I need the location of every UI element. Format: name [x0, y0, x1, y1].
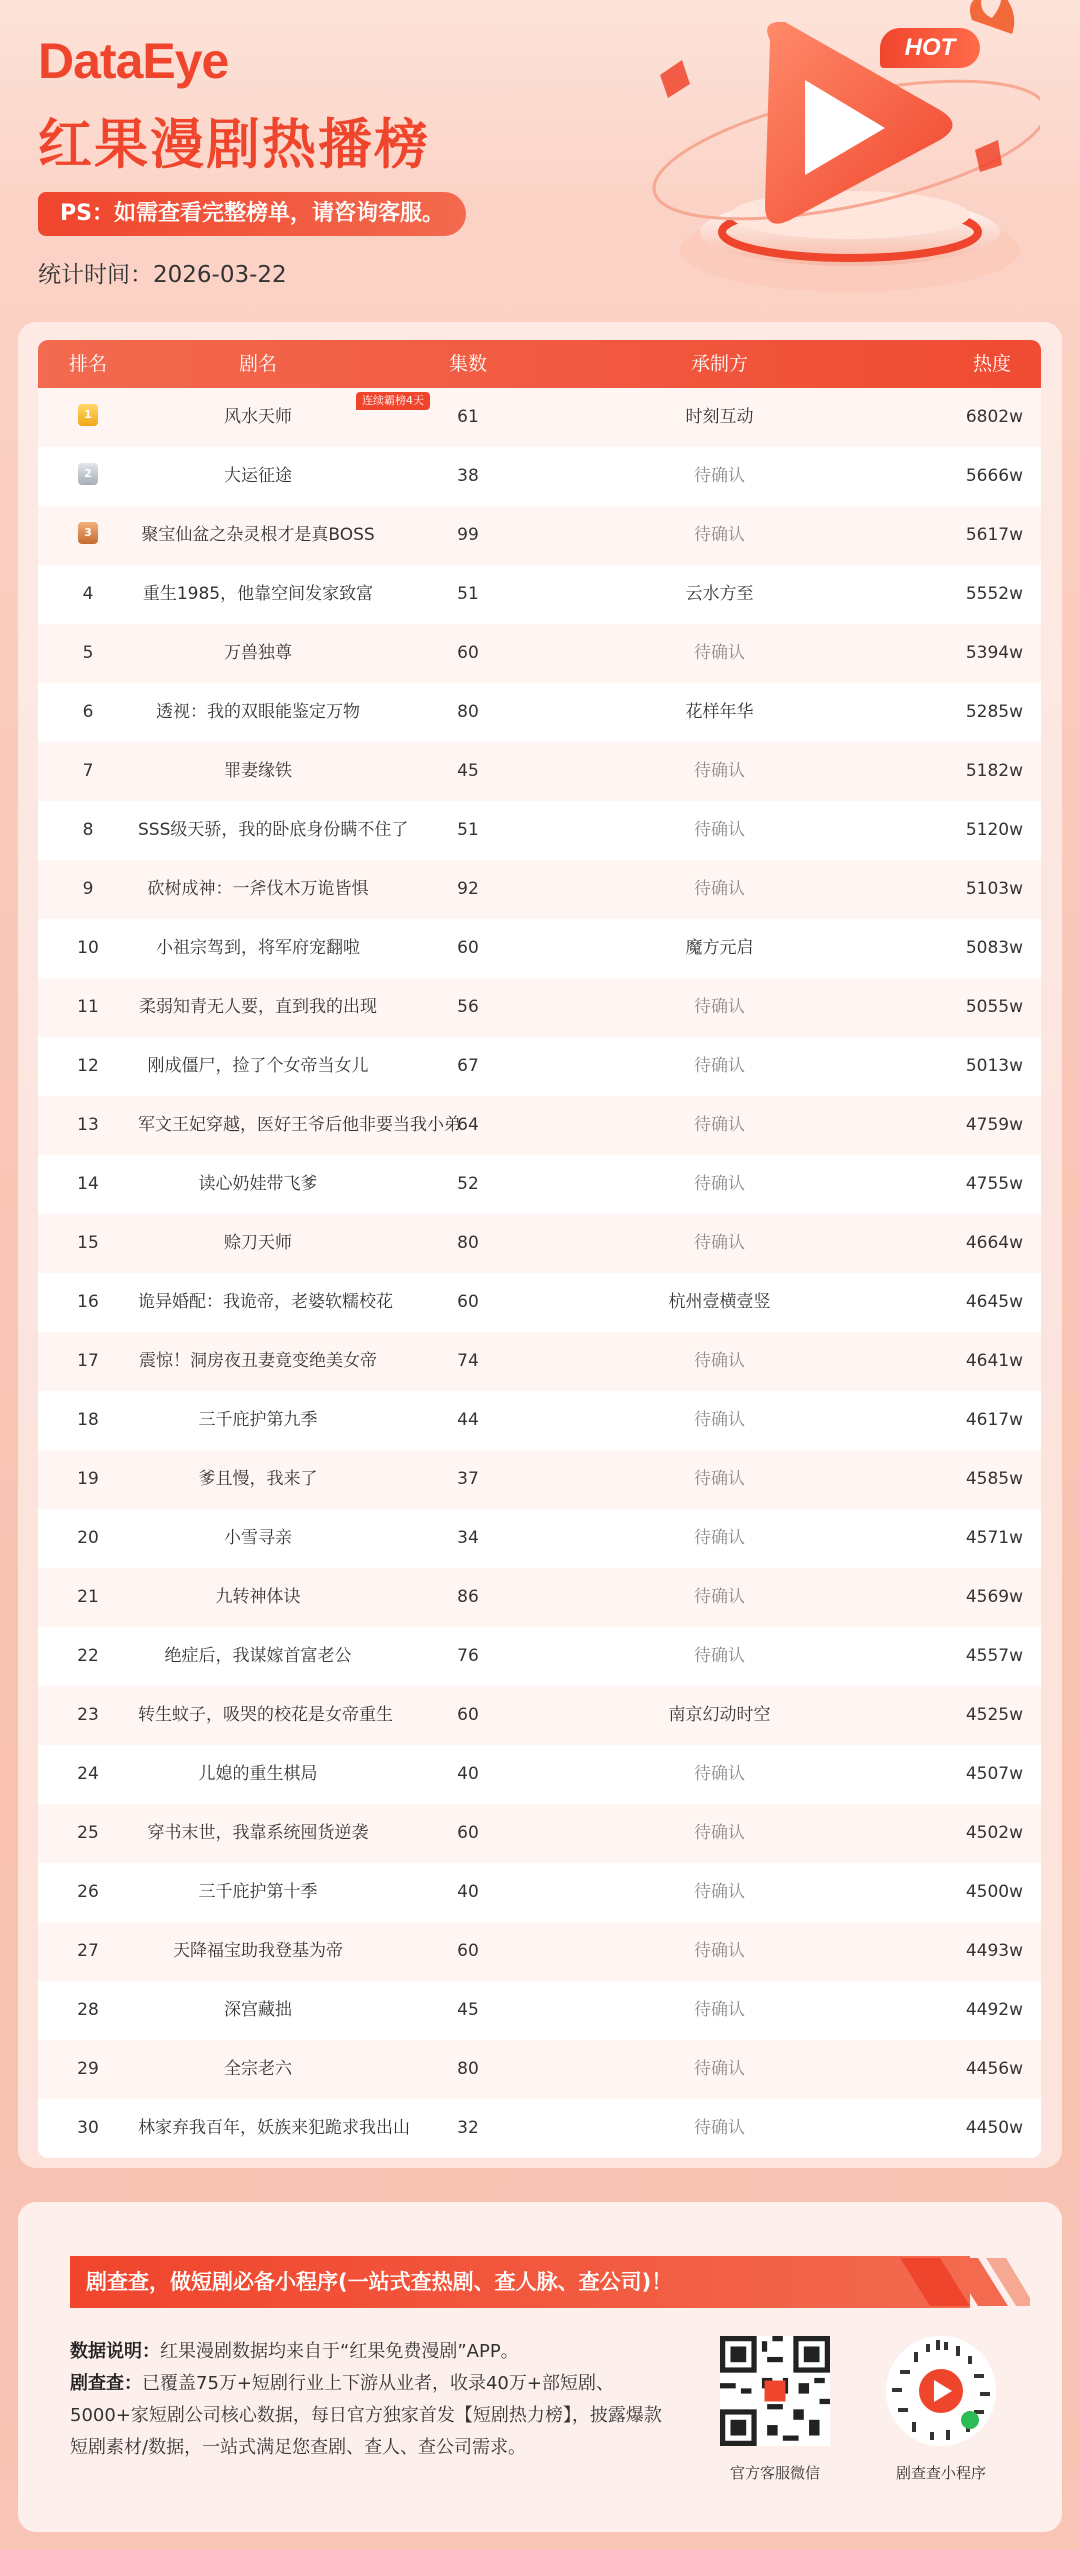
- episodes-cell: 61: [457, 407, 479, 427]
- heat-cell: 5120w: [965, 820, 1023, 840]
- table-row[interactable]: [38, 1037, 1041, 1096]
- producer-cell: 待确认: [694, 1469, 745, 1489]
- producer-cell: 待确认: [694, 1587, 745, 1607]
- table-row[interactable]: [38, 1568, 1041, 1627]
- title-cell: [138, 1096, 461, 1155]
- col-episodes: 集数: [448, 353, 487, 375]
- rank-cell: 23: [77, 1705, 99, 1725]
- producer-cell: 魔方元启: [685, 938, 754, 958]
- table-row[interactable]: [38, 1509, 1041, 1568]
- title-cell: [138, 1509, 378, 1568]
- rank-cell: 6: [82, 702, 94, 722]
- table-row[interactable]: [38, 742, 1041, 801]
- jcc-note-text: 已覆盖75万+短剧行业上下游从业者，收录40万+部短剧、5000+家短剧公司核心数据，每日官方独家首发【短剧热力榜】，披露爆款短剧素材/数据，一站式满足您查剧、查人、查公司需求。: [70, 2373, 662, 2458]
- table-row[interactable]: [38, 1214, 1041, 1273]
- title-cell: [138, 2040, 378, 2099]
- table-row[interactable]: [38, 1273, 1041, 1332]
- producer-cell: 待确认: [694, 2059, 745, 2079]
- episodes-cell: 51: [457, 584, 479, 604]
- producer-cell: 时刻互动: [685, 407, 754, 427]
- medal-icon: 3: [78, 522, 98, 544]
- title-text: SSS级天骄，我的卧底身份瞒不住了: [138, 820, 409, 840]
- title-cell: [138, 1745, 378, 1804]
- table-row[interactable]: [38, 506, 1041, 565]
- rank-cell: 12: [77, 1056, 99, 1076]
- episodes-cell: 80: [457, 2059, 479, 2079]
- table-row[interactable]: [38, 1332, 1041, 1391]
- episodes-cell: 34: [457, 1528, 479, 1548]
- title-cell: [138, 388, 378, 447]
- episodes-cell: 40: [457, 1764, 479, 1784]
- title-text: 军文王妃穿越，医好王爷后他非要当我小弟: [138, 1115, 461, 1135]
- rank-cell: 16: [77, 1292, 99, 1312]
- title-cell: [138, 1273, 393, 1332]
- title-text: 天降福宝助我登基为帝: [173, 1941, 343, 1961]
- producer-cell: 待确认: [694, 997, 745, 1017]
- heat-cell: 4450w: [965, 2118, 1023, 2138]
- rank-cell: 24: [77, 1764, 99, 1784]
- episodes-cell: 80: [457, 702, 479, 722]
- rank-cell: [38, 388, 138, 447]
- producer-cell: 待确认: [694, 1882, 745, 1902]
- mini-program-qr-label: 剧查查小程序: [895, 2464, 986, 2482]
- heat-cell: 5055w: [965, 997, 1023, 1017]
- episodes-cell: 44: [457, 1410, 479, 1430]
- jcc-note-label: 剧查查：: [70, 2373, 142, 2394]
- title-text: 大运征途: [224, 466, 292, 486]
- producer-cell: 花样年华: [685, 702, 754, 722]
- rank-cell: 15: [77, 1233, 99, 1253]
- rank-cell: 25: [77, 1823, 99, 1843]
- episodes-cell: 80: [457, 1233, 479, 1253]
- producer-cell: 待确认: [694, 1174, 745, 1194]
- producer-cell: 云水方至: [685, 584, 754, 604]
- heat-cell: 5394w: [965, 643, 1023, 663]
- title-cell: [138, 1332, 378, 1391]
- episodes-cell: 60: [457, 643, 479, 663]
- episodes-cell: 60: [457, 1941, 479, 1961]
- table-row[interactable]: [38, 919, 1041, 978]
- title-cell: [138, 1922, 378, 1981]
- title-cell: [138, 506, 378, 565]
- rank-cell: 13: [77, 1115, 99, 1135]
- footer-info: [70, 2336, 670, 2464]
- episodes-cell: 38: [457, 466, 479, 486]
- page-header: [0, 0, 1080, 320]
- col-heat: 热度: [972, 353, 1011, 375]
- title-text: 小雪寻亲: [224, 1528, 292, 1548]
- heat-cell: 5666w: [965, 466, 1023, 486]
- producer-cell: 待确认: [694, 1823, 745, 1843]
- title-cell: [138, 1214, 378, 1273]
- rank-cell: 10: [77, 938, 99, 958]
- ranking-table: [38, 340, 1041, 2158]
- title-text: 九转神体诀: [215, 1587, 301, 1607]
- hot-badge: HOT: [880, 28, 980, 68]
- heat-cell: 4500w: [965, 1882, 1023, 1902]
- rank-cell: 22: [77, 1646, 99, 1666]
- title-cell: [138, 1686, 393, 1745]
- episodes-cell: 37: [457, 1469, 479, 1489]
- title-text: 聚宝仙盆之杂灵根才是真BOSS: [141, 525, 375, 545]
- heat-cell: 4492w: [965, 2000, 1023, 2020]
- data-note: [70, 2336, 670, 2368]
- producer-cell: 待确认: [694, 1941, 745, 1961]
- medal-icon: 2: [78, 463, 98, 485]
- table-row[interactable]: [38, 388, 1041, 447]
- title-text: 读心奶娃带飞爹: [198, 1174, 318, 1194]
- episodes-cell: 92: [457, 879, 479, 899]
- producer-cell: 南京幻动时空: [668, 1705, 771, 1725]
- rank-cell: 20: [77, 1528, 99, 1548]
- heat-cell: 4664w: [965, 1233, 1023, 1253]
- table-header: [38, 340, 1041, 388]
- heat-cell: 4502w: [965, 1823, 1023, 1843]
- col-producer: 承制方: [690, 353, 748, 375]
- heat-cell: 4641w: [965, 1351, 1023, 1371]
- data-note-text: 红果漫剧数据均来自于“红果免费漫剧”APP。: [160, 2341, 519, 2362]
- title-text: 三千庇护第十季: [198, 1882, 318, 1902]
- table-row[interactable]: [38, 2099, 1041, 2158]
- rank-cell: 27: [77, 1941, 99, 1961]
- rank-cell: 4: [82, 584, 94, 604]
- heat-cell: 4569w: [965, 1587, 1023, 1607]
- medal-icon: 1: [78, 404, 98, 426]
- title-text: 穿书末世，我靠系统囤货逆袭: [147, 1823, 369, 1843]
- episodes-cell: 60: [457, 938, 479, 958]
- heat-cell: 4571w: [965, 1528, 1023, 1548]
- title-cell: [138, 1863, 378, 1922]
- rank-cell: 28: [77, 2000, 99, 2020]
- table-body: [38, 388, 1041, 2158]
- producer-cell: 待确认: [694, 1764, 745, 1784]
- title-text: 重生1985，他靠空间发家致富: [142, 584, 374, 604]
- table-row[interactable]: [38, 1391, 1041, 1450]
- heat-cell: 5182w: [965, 761, 1023, 781]
- title-cell: [138, 742, 378, 801]
- title-cell: [138, 1568, 378, 1627]
- heat-cell: 5103w: [965, 879, 1023, 899]
- producer-cell: 待确认: [694, 1115, 745, 1135]
- title-cell: [138, 1627, 378, 1686]
- title-text: 小祖宗驾到，将军府宠翻啦: [156, 938, 360, 958]
- title-cell: [138, 624, 378, 683]
- wechat-qr-code-icon[interactable]: [720, 2336, 830, 2446]
- rank-cell: 5: [82, 643, 94, 663]
- rank-cell: 26: [77, 1882, 99, 1902]
- producer-cell: 待确认: [694, 1233, 745, 1253]
- title-text: 爹且慢，我来了: [198, 1469, 318, 1489]
- title-text: 透视：我的双眼能鉴定万物: [156, 702, 360, 722]
- heat-cell: 4493w: [965, 1941, 1023, 1961]
- table-row[interactable]: [38, 978, 1041, 1037]
- table-row[interactable]: [38, 1981, 1041, 2040]
- title-text: 柔弱知青无人要，直到我的出现: [139, 997, 377, 1017]
- table-row[interactable]: [38, 1804, 1041, 1863]
- title-text: 赊刀天师: [224, 1233, 292, 1253]
- episodes-cell: 60: [457, 1823, 479, 1843]
- producer-cell: 待确认: [694, 2118, 745, 2138]
- rank-cell: 21: [77, 1587, 99, 1607]
- jcc-banner[interactable]: 剧查查，做短剧必备小程序(一站式查热剧、查人脉、查公司)！: [70, 2256, 970, 2308]
- producer-cell: 待确认: [694, 1351, 745, 1371]
- heat-cell: 4617w: [965, 1410, 1023, 1430]
- episodes-cell: 60: [457, 1292, 479, 1312]
- page-title: 红果漫剧热播榜: [38, 113, 430, 176]
- title-cell: [138, 1391, 378, 1450]
- heat-cell: 5552w: [965, 584, 1023, 604]
- rank-cell: 18: [77, 1410, 99, 1430]
- table-row[interactable]: [38, 565, 1041, 624]
- producer-cell: 待确认: [694, 1528, 745, 1548]
- producer-cell: 待确认: [694, 466, 745, 486]
- title-cell: [138, 860, 378, 919]
- title-text: 风水天师: [224, 407, 292, 427]
- col-name: 剧名: [238, 353, 277, 375]
- episodes-cell: 60: [457, 1705, 479, 1725]
- stat-time-label: 统计时间：: [38, 262, 153, 288]
- title-text: 震惊！洞房夜丑妻竟变绝美女帝: [139, 1351, 377, 1371]
- jcc-note: [70, 2368, 670, 2464]
- title-cell: [138, 978, 378, 1037]
- heat-cell: 4525w: [965, 1705, 1023, 1725]
- rank-cell: 8: [82, 820, 94, 840]
- streak-badge: 连续霸榜4天: [356, 392, 430, 410]
- table-row[interactable]: [38, 1450, 1041, 1509]
- rank-cell: 29: [77, 2059, 99, 2079]
- producer-cell: 杭州壹横壹竖: [668, 1292, 771, 1312]
- producer-cell: 待确认: [694, 1056, 745, 1076]
- heat-cell: 4507w: [965, 1764, 1023, 1784]
- episodes-cell: 74: [457, 1351, 479, 1371]
- mini-program-code-icon[interactable]: [886, 2336, 996, 2446]
- rank-cell: 17: [77, 1351, 99, 1371]
- producer-cell: 待确认: [694, 643, 745, 663]
- producer-cell: 待确认: [694, 2000, 745, 2020]
- heat-cell: 5013w: [965, 1056, 1023, 1076]
- col-rank: 排名: [68, 353, 107, 375]
- rank-cell: 11: [77, 997, 99, 1017]
- heat-cell: 4755w: [965, 1174, 1023, 1194]
- title-cell: [138, 1037, 378, 1096]
- wechat-qr-label: 官方客服微信: [729, 2464, 820, 2482]
- title-cell: [138, 1450, 378, 1509]
- title-cell: [138, 1981, 378, 2040]
- title-text: 诡异婚配：我诡帝，老婆软糯校花: [138, 1292, 393, 1312]
- title-cell: [138, 447, 378, 506]
- table-row[interactable]: [38, 624, 1041, 683]
- ps-note: PS：如需查看完整榜单，请咨询客服。: [38, 192, 466, 236]
- table-row[interactable]: [38, 1627, 1041, 1686]
- title-text: 刚成僵尸，捡了个女帝当女儿: [147, 1056, 369, 1076]
- title-text: 全宗老六: [224, 2059, 292, 2079]
- episodes-cell: 56: [457, 997, 479, 1017]
- title-cell: [138, 2099, 410, 2158]
- heat-cell: 4456w: [965, 2059, 1023, 2079]
- title-text: 罪妻缘铁: [224, 761, 292, 781]
- producer-cell: 待确认: [694, 820, 745, 840]
- heat-cell: 4645w: [965, 1292, 1023, 1312]
- rank-cell: 14: [77, 1174, 99, 1194]
- dataeye-logo: DataEye: [38, 33, 229, 89]
- producer-cell: 待确认: [694, 761, 745, 781]
- table-row[interactable]: [38, 860, 1041, 919]
- episodes-cell: 45: [457, 761, 479, 781]
- heat-cell: 4557w: [965, 1646, 1023, 1666]
- episodes-cell: 40: [457, 1882, 479, 1902]
- rank-cell: 7: [82, 761, 94, 781]
- title-text: 绝症后，我谋嫁首富老公: [164, 1646, 352, 1666]
- heat-cell: 6802w: [965, 407, 1023, 427]
- episodes-cell: 67: [457, 1056, 479, 1076]
- rank-cell: 30: [77, 2118, 99, 2138]
- title-text: 儿媳的重生棋局: [198, 1764, 318, 1784]
- producer-cell: 待确认: [694, 1646, 745, 1666]
- episodes-cell: 52: [457, 1174, 479, 1194]
- table-row[interactable]: [38, 801, 1041, 860]
- heat-cell: 4585w: [965, 1469, 1023, 1489]
- rank-cell: [38, 447, 138, 506]
- banner-stripes-icon: [900, 2248, 1030, 2316]
- title-cell: [138, 1155, 378, 1214]
- stat-time-value: 2026-03-22: [153, 262, 287, 288]
- title-text: 转生蚊子，吸哭的校花是女帝重生: [138, 1705, 393, 1725]
- heat-cell: 5083w: [965, 938, 1023, 958]
- episodes-cell: 45: [457, 2000, 479, 2020]
- table-row[interactable]: [38, 2040, 1041, 2099]
- table-row[interactable]: [38, 1863, 1041, 1922]
- title-cell: [138, 919, 378, 978]
- episodes-cell: 76: [457, 1646, 479, 1666]
- title-text: 万兽独尊: [224, 643, 292, 663]
- title-text: 三千庇护第九季: [198, 1410, 318, 1430]
- title-cell: [138, 801, 409, 860]
- episodes-cell: 51: [457, 820, 479, 840]
- producer-cell: 待确认: [694, 879, 745, 899]
- heat-cell: 5285w: [965, 702, 1023, 722]
- table-row[interactable]: [38, 683, 1041, 742]
- title-text: 林家弃我百年，妖族来犯跪求我出山: [138, 2118, 410, 2138]
- episodes-cell: 99: [457, 525, 479, 545]
- stat-time: [38, 256, 287, 289]
- data-note-label: 数据说明：: [70, 2341, 160, 2362]
- episodes-cell: 64: [457, 1115, 479, 1135]
- table-row[interactable]: [38, 1922, 1041, 1981]
- title-text: 深宫藏拙: [224, 2000, 292, 2020]
- heat-cell: 4759w: [965, 1115, 1023, 1135]
- title-cell: [138, 565, 378, 624]
- episodes-cell: 86: [457, 1587, 479, 1607]
- table-row[interactable]: [38, 1096, 1041, 1155]
- table-row[interactable]: [38, 447, 1041, 506]
- rank-cell: 9: [82, 879, 94, 899]
- title-text: 砍树成神：一斧伐木万诡皆惧: [147, 879, 369, 899]
- heat-cell: 5617w: [965, 525, 1023, 545]
- title-cell: [138, 683, 378, 742]
- producer-cell: 待确认: [694, 525, 745, 545]
- title-cell: [138, 1804, 378, 1863]
- rank-cell: 19: [77, 1469, 99, 1489]
- rank-cell: [38, 506, 138, 565]
- table-row[interactable]: [38, 1686, 1041, 1745]
- table-row[interactable]: [38, 1155, 1041, 1214]
- episodes-cell: 32: [457, 2118, 479, 2138]
- producer-cell: 待确认: [694, 1410, 745, 1430]
- table-row[interactable]: [38, 1745, 1041, 1804]
